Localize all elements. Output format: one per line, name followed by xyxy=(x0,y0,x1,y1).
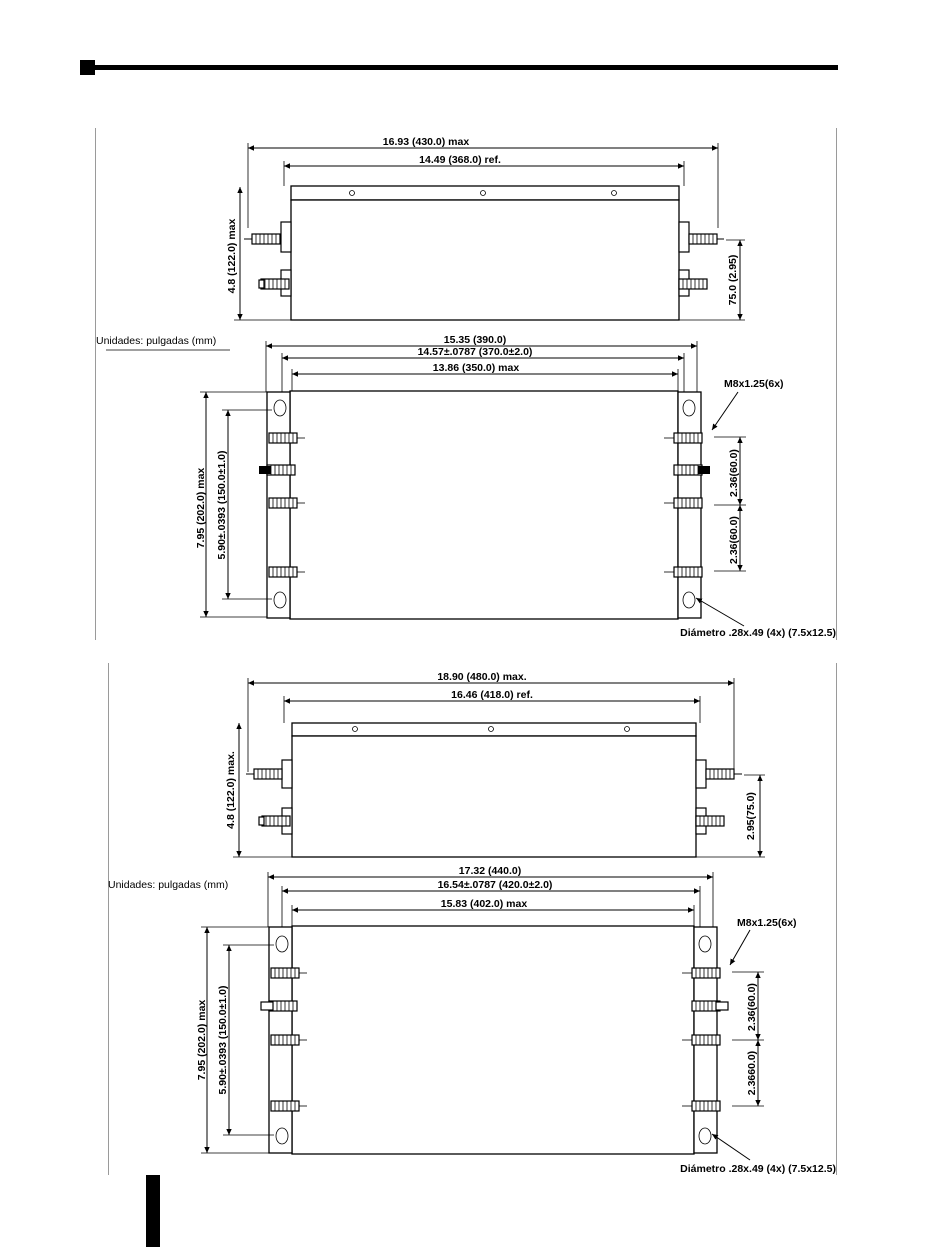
dim-mount-pitch-label: 14.57±.0787 (370.0±2.0) xyxy=(417,346,533,358)
filter-body-side-2 xyxy=(292,736,696,857)
units-note-2: Unidades: pulgadas (mm) xyxy=(108,879,229,891)
dim-mount-height-label: 5.90±.0393 (150.0±1.0) xyxy=(216,450,228,560)
figure-1-side-view xyxy=(226,136,745,320)
thread-label-2: M8x1.25(6x) xyxy=(737,917,797,929)
figure-2-plan-view xyxy=(196,865,836,1175)
dim-overall-width-label-2: 18.90 (480.0) max. xyxy=(437,671,527,683)
dim-height-label: 4.8 (122.0) max xyxy=(226,218,238,294)
filter-body-plan-2 xyxy=(292,926,694,1154)
dim-right-upper-label: 2.36(60.0) xyxy=(728,449,740,497)
hole-label-2: Diámetro .28x.49 (4x) (7.5x12.5) xyxy=(680,1163,836,1175)
dim-right-upper-label-2: 2.36(60.0) xyxy=(746,983,758,1031)
dim-hole-pitch-label-2: 17.32 (440.0) xyxy=(458,865,522,877)
dim-terminal-offset-label: 75.0 (2.95) xyxy=(727,254,739,306)
dim-mount-height-label-2: 5.90±.0393 (150.0±1.0) xyxy=(217,985,229,1095)
dim-hole-pitch-label: 15.35 (390.0) xyxy=(443,334,507,346)
figure-2-side-view xyxy=(225,671,765,857)
dim-right-lower-label-2: 2.3660.0) xyxy=(746,1050,758,1096)
dim-body-width-label-2: 15.83 (402.0) max xyxy=(440,898,528,910)
dim-overall-height-label: 7.95 (202.0) max xyxy=(195,467,207,549)
footer-bar-marker xyxy=(146,1175,160,1247)
thread-label: M8x1.25(6x) xyxy=(724,378,784,390)
figure-1-plan-view xyxy=(195,334,836,639)
filter-body-side xyxy=(291,200,679,320)
dim-height-label-2: 4.8 (122.0) max. xyxy=(225,751,237,829)
dim-overall-height-label-2: 7.95 (202.0) max xyxy=(196,999,208,1081)
dim-right-lower-label: 2.36(60.0) xyxy=(728,516,740,564)
filter-body-plan xyxy=(290,391,678,619)
hole-label: Diámetro .28x.49 (4x) (7.5x12.5) xyxy=(680,627,836,639)
dim-body-width-label: 13.86 (350.0) max xyxy=(432,362,520,374)
dim-ref-width-label: 14.49 (368.0) ref. xyxy=(419,154,501,166)
dim-terminal-offset-label-2: 2.95(75.0) xyxy=(745,792,757,840)
dim-overall-width-label: 16.93 (430.0) max xyxy=(382,136,470,148)
dim-ref-width-label-2: 16.46 (418.0) ref. xyxy=(451,689,533,701)
dim-mount-pitch-label-2: 16.54±.0787 (420.0±2.0) xyxy=(437,879,553,891)
units-note-1: Unidades: pulgadas (mm) xyxy=(96,335,217,347)
